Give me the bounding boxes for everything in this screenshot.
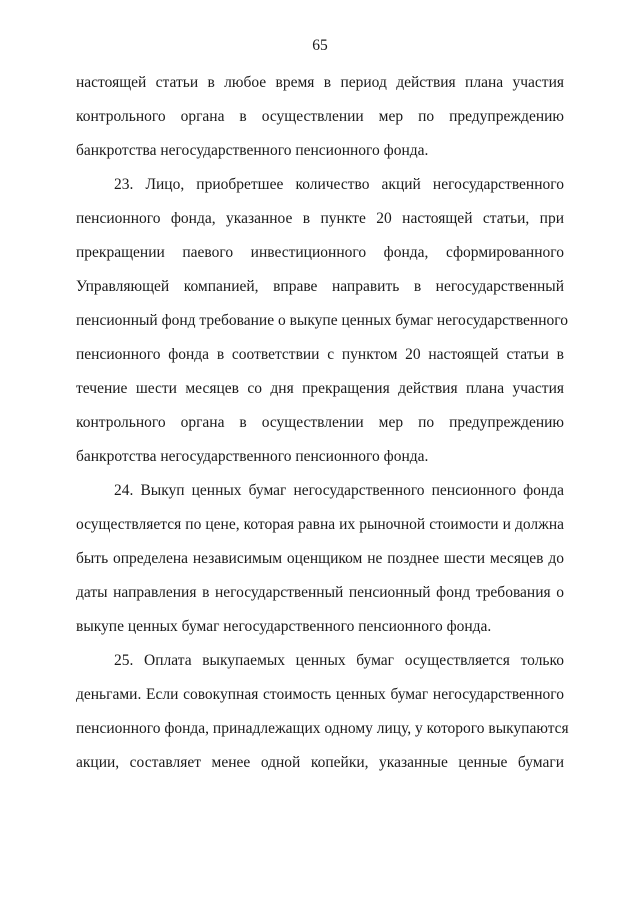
document-body (76, 66, 569, 780)
paragraph-25 (76, 644, 569, 780)
text-line: пенсионного фонда, принадлежащих одному лицу, у которого выкупаются (76, 720, 569, 737)
text-line: Управляющей компанией, вправе направить в негосударственный (76, 278, 564, 295)
text-line: течение шести месяцев со дня прекращения действия плана участия (76, 380, 564, 397)
text-line: 23. Лицо, приобретшее количество акций негосударственного (114, 176, 564, 193)
text-line: пенсионного фонда, указанное в пункте 20 настоящей статьи, при (76, 210, 564, 227)
text-line: настоящей статьи в любое время в период действия плана участия (76, 74, 564, 91)
text-line: акции, составляет менее одной копейки, указанные ценные бумаги (76, 754, 564, 771)
text-line: пенсионный фонд требование о выкупе ценных бумаг негосударственного (76, 312, 568, 329)
text-line: выкупе ценных бумаг негосударственного пенсионного фонда. (76, 618, 492, 635)
text-line: деньгами. Если совокупная стоимость ценных бумаг негосударственного (76, 686, 564, 703)
text-line: 24. Выкуп ценных бумаг негосударственного пенсионного фонда (114, 482, 564, 499)
text-line: банкротства негосударственного пенсионного фонда. (76, 142, 429, 159)
text-line: контрольного органа в осуществлении мер по предупреждению (76, 108, 564, 125)
text-line: контрольного органа в осуществлении мер по предупреждению (76, 414, 564, 431)
text-line: быть определена независимым оценщиком не позднее шести месяцев до (76, 550, 564, 567)
paragraph-24 (76, 474, 564, 644)
text-line: осуществляется по цене, которая равна их рыночной стоимости и должна (76, 516, 564, 533)
text-line: банкротства негосударственного пенсионного фонда. (76, 448, 429, 465)
text-line: даты направления в негосударственный пенсионный фонд требования о (76, 584, 564, 601)
text-line: 25. Оплата выкупаемых ценных бумаг осуществляется только (114, 652, 564, 669)
paragraph-continuation (76, 66, 564, 168)
text-line: прекращении паевого инвестиционного фонда, сформированного (76, 244, 564, 261)
page-number: 65 (312, 37, 328, 54)
text-line: пенсионного фонда в соответствии с пунктом 20 настоящей статьи в (76, 346, 564, 363)
paragraph-23 (76, 168, 568, 474)
